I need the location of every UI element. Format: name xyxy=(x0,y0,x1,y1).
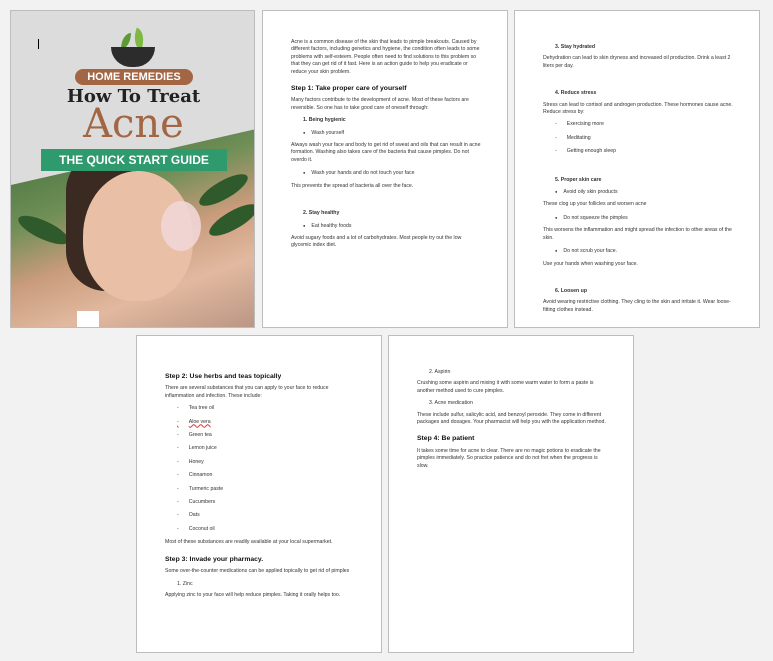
herb-item: - Coconut oil xyxy=(177,526,355,533)
herb-item: - Oats xyxy=(177,512,355,519)
paragraph: Stress can lead to cortisol and androgen production. These hormones cause acne. Reduce stress by: xyxy=(543,101,733,116)
numbered-item: 1. Being hygienic xyxy=(303,117,346,124)
herb-item: - Turmeric paste xyxy=(177,486,355,493)
bullet-item: ● Avoid oily skin products xyxy=(555,188,733,196)
paragraph: Crushing some aspirin and mixing it with some warm water to form a paste is another method used to cure pimples. xyxy=(417,380,594,394)
page-content xyxy=(417,364,607,475)
text-cursor xyxy=(38,39,39,49)
paragraph: Avoid wearing restrictive clothing. They cling to the skin and irritate it. Wear loose-fitting clothes instead. xyxy=(543,299,731,313)
paragraph: Many factors contribute to the development of acne. Most of these factors are reversible. So one has to take good care of oneself through: xyxy=(291,97,469,111)
page-content xyxy=(291,39,481,255)
herb-item: - Cinnamon xyxy=(177,472,355,479)
page-content xyxy=(543,39,733,319)
paragraph: Applying zinc to your face will help reduce pimples. Taking it orally helps too. xyxy=(165,591,341,598)
paragraph: Always wash your face and body to get rid of sweat and oils that can result in acne formation. Washing also takes care of the bacteria that cause pimples. Do not overdo it. xyxy=(291,142,481,163)
gua-sha-tool xyxy=(161,201,201,251)
document-page-5[interactable] xyxy=(388,335,634,653)
cover-page[interactable] xyxy=(10,10,255,328)
dash-item: - Getting enough sleep xyxy=(555,148,733,155)
step4-heading: Step 4: Be patient xyxy=(417,435,475,443)
step3-heading: Step 3: Invade your pharmacy. xyxy=(165,555,264,563)
numbered-item: 3. Stay hydrated xyxy=(555,44,596,50)
paragraph: This worsens the inflammation and might spread the infection to other areas of the skin. xyxy=(543,227,732,241)
page-content xyxy=(165,364,355,604)
dash-item: - Exercising more xyxy=(555,121,733,128)
bullet-item: ● Eat healthy foods xyxy=(303,222,481,230)
numbered-item: 6. Loosen up xyxy=(555,287,587,294)
herb-item: - Tea tree oil xyxy=(177,405,355,412)
numbered-item: 2. Stay healthy xyxy=(303,210,340,217)
step2-heading: Step 2: Use herbs and teas topically xyxy=(165,373,282,380)
herb-item: - Cucumbers xyxy=(177,499,355,506)
numbered-item: 2. Aspirin xyxy=(429,369,451,375)
cover-band: THE QUICK START GUIDE xyxy=(41,149,227,171)
paragraph: Dehydration can lead to skin dryness and increased oil production. Drink a least 2 liters per day. xyxy=(543,55,731,69)
numbered-item: 4. Reduce stress xyxy=(555,90,597,97)
numbered-item: 1. Zinc xyxy=(177,580,193,587)
step1-heading: Step 1: Take proper care of yourself xyxy=(291,85,407,93)
paragraph: This prevents the spread of bacteria all over the face. xyxy=(291,182,414,189)
tube-product xyxy=(77,311,99,328)
paragraph: Avoid sugary foods and a lot of carbohydrates. Most people try out the low glycemic index diet. xyxy=(291,234,462,249)
intro-paragraph: Acne is a common disease of the skin that leads to pimple breakouts. Caused by different factors, including genetics and hygiene, the condition often leads to some problems with self-esteem. People often need to find solutions to this problem so that they can get rid of it fast. Here is an action guide to help you eradicate or reduce your skin problem. xyxy=(291,39,480,75)
cover-badge: HOME REMEDIES xyxy=(75,69,193,85)
herb-item: - Lemon juice xyxy=(177,445,355,452)
bullet-item: ● Do not scrub your face. xyxy=(555,247,733,255)
bullet-item: ● Wash your hands and do not touch your face xyxy=(303,169,481,177)
paragraph: Some over-the-counter medications can be applied topically to get rid of pimples xyxy=(165,568,350,575)
document-page-3[interactable] xyxy=(514,10,760,328)
herb-item: - Honey xyxy=(177,459,355,466)
paragraph: These include sulfur, salicylic acid, and benzoyl peroxide. They come in different packages and dosages. Your pharmacist will help you with the application method. xyxy=(417,411,606,426)
document-page-2[interactable] xyxy=(262,10,508,328)
bullet-item: ● Wash yourself xyxy=(303,129,481,137)
numbered-item: 5. Proper skin care xyxy=(555,176,602,183)
paragraph: There are several substances that you can apply to your face to reduce inflammation and infection. These include: xyxy=(165,385,329,399)
paragraph: These clog up your follicles and worsen acne xyxy=(543,201,647,208)
paragraph: It takes some time for acne to clear. There are no magic potions to eradicate the pimples immediately. So practice patience and do not fret when the progress is slow. xyxy=(417,447,601,469)
paragraph: Use your hands when washing your face. xyxy=(543,260,638,267)
herb-item: - Aloe vera xyxy=(177,419,355,426)
herb-item: - Green tea xyxy=(177,432,355,439)
bullet-item: ● Do not squeeze the pimples xyxy=(555,214,733,222)
paragraph: Most of these substances are readily available at your local supermarket. xyxy=(165,539,333,546)
cover-title: Acne xyxy=(83,101,184,147)
numbered-item: 3. Acne medication xyxy=(429,400,473,407)
dash-item: - Meditating xyxy=(555,135,733,142)
document-page-4[interactable] xyxy=(136,335,382,653)
cover-subtitle: How To Treat xyxy=(66,86,201,107)
